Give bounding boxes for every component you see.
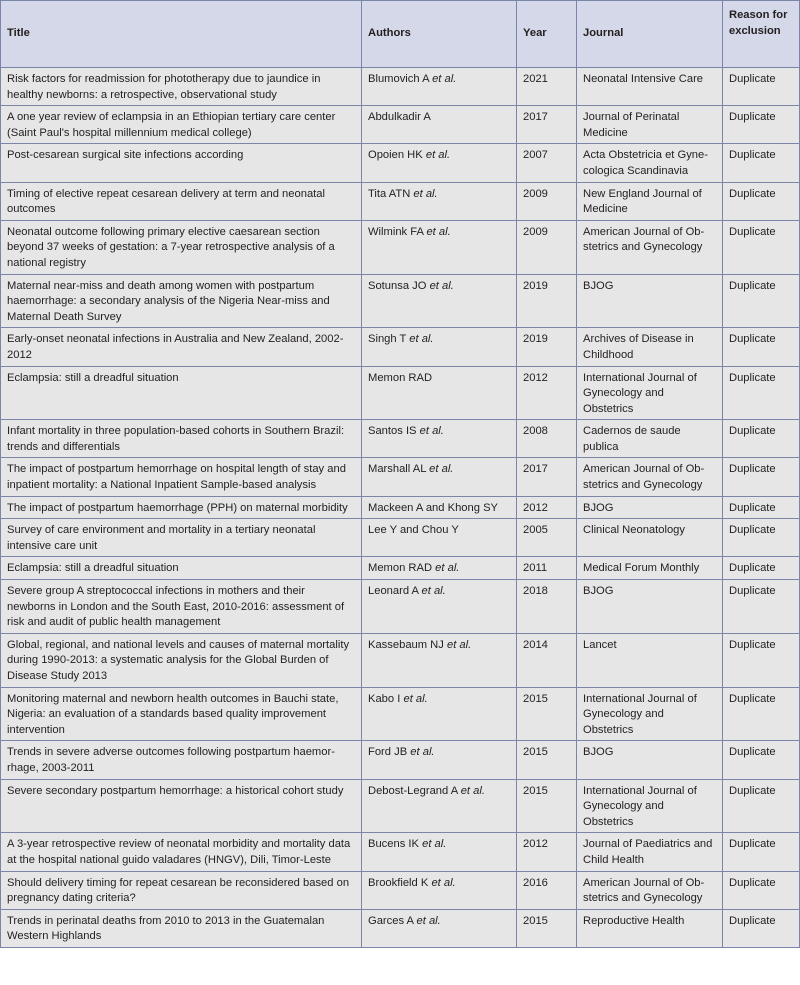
cell-title: The impact of postpartum hemorrhage on hospital length of stay and inpatient mortality: a National Inpatient Sample-based analysis bbox=[1, 458, 362, 496]
table-row bbox=[1, 519, 800, 557]
author-names: Mackeen A and Khong SY bbox=[368, 501, 498, 514]
table-row bbox=[1, 779, 800, 833]
header-year: Year bbox=[517, 1, 577, 68]
cell-journal: Journal of Paediatrics and Child Health bbox=[577, 833, 723, 871]
author-names: Wilmink FA bbox=[368, 225, 424, 238]
cell-authors bbox=[362, 557, 517, 580]
cell-title: Eclampsia: still a dreadful situation bbox=[1, 557, 362, 580]
cell-year: 2009 bbox=[517, 220, 577, 274]
cell-year: 2017 bbox=[517, 458, 577, 496]
author-names: Ford JB bbox=[368, 746, 408, 759]
cell-journal: Reproductive Health bbox=[577, 909, 723, 947]
cell-year: 2017 bbox=[517, 106, 577, 144]
et-al: et al. bbox=[416, 914, 441, 927]
cell-journal: BJOG bbox=[577, 496, 723, 519]
cell-year: 2015 bbox=[517, 741, 577, 779]
cell-title: Severe secondary postpartum hemorrhage: a historical cohort study bbox=[1, 779, 362, 833]
cell-year: 2015 bbox=[517, 909, 577, 947]
author-names: Memon RAD bbox=[368, 562, 433, 575]
table-row bbox=[1, 366, 800, 420]
table-row bbox=[1, 909, 800, 947]
cell-title: Monitoring maternal and newborn health outcomes in Bauchi state, Nigeria: an evaluation of a standards based quality improvement intervention bbox=[1, 687, 362, 741]
cell-journal: Clinical Neonatology bbox=[577, 519, 723, 557]
cell-reason: Duplicate bbox=[723, 519, 800, 557]
cell-year: 2008 bbox=[517, 420, 577, 458]
cell-year: 2011 bbox=[517, 557, 577, 580]
cell-journal: Cadernos de saude publica bbox=[577, 420, 723, 458]
cell-reason: Duplicate bbox=[723, 909, 800, 947]
cell-authors bbox=[362, 366, 517, 420]
et-al: et al. bbox=[413, 187, 438, 200]
et-al: et al. bbox=[429, 463, 454, 476]
cell-journal: Medical Forum Monthly bbox=[577, 557, 723, 580]
table-row bbox=[1, 557, 800, 580]
cell-title: Early-onset neonatal infections in Australia and New Zealand, 2002-2012 bbox=[1, 328, 362, 366]
author-names: Debost-Legrand A bbox=[368, 784, 458, 797]
cell-reason: Duplicate bbox=[723, 420, 800, 458]
cell-year: 2007 bbox=[517, 144, 577, 182]
header-row bbox=[1, 1, 800, 68]
cell-authors bbox=[362, 496, 517, 519]
cell-year: 2018 bbox=[517, 580, 577, 634]
cell-journal: Journal of Perinatal Medicine bbox=[577, 106, 723, 144]
cell-authors bbox=[362, 274, 517, 328]
cell-title: Maternal near-miss and death among women with postpartum haemorrhage: a secondary analysis of the Nigeria Near-miss and Maternal Death Survey bbox=[1, 274, 362, 328]
cell-authors bbox=[362, 144, 517, 182]
cell-year: 2016 bbox=[517, 871, 577, 909]
cell-reason: Duplicate bbox=[723, 687, 800, 741]
cell-year: 2019 bbox=[517, 274, 577, 328]
cell-journal: Archives of Disease in Childhood bbox=[577, 328, 723, 366]
cell-title: Severe group A streptococcal infections in mothers and their newborns in London and the South East, 2010-2016: assessment of risk and audit of public health management bbox=[1, 580, 362, 634]
et-al: et al. bbox=[446, 638, 472, 651]
author-names: Kassebaum NJ bbox=[368, 638, 444, 651]
cell-authors bbox=[362, 182, 517, 220]
cell-journal: BJOG bbox=[577, 274, 723, 328]
header-authors: Authors bbox=[362, 1, 517, 68]
cell-reason: Duplicate bbox=[723, 496, 800, 519]
cell-authors bbox=[362, 871, 517, 909]
cell-journal: BJOG bbox=[577, 580, 723, 634]
cell-authors bbox=[362, 68, 517, 106]
cell-reason: Duplicate bbox=[723, 633, 800, 687]
cell-title: Trends in severe adverse outcomes following postpartum haemorrhage, 2003-2011 bbox=[1, 741, 362, 779]
cell-authors bbox=[362, 519, 517, 557]
cell-title: Survey of care environment and mortality in a tertiary neonatal intensive care unit bbox=[1, 519, 362, 557]
table-row bbox=[1, 496, 800, 519]
cell-title: A 3-year retrospective review of neonatal morbidity and mortality data at the hospital national guido valadares (HNGV), Dili, Timor-Leste bbox=[1, 833, 362, 871]
et-al: et al. bbox=[409, 333, 434, 346]
table-row bbox=[1, 106, 800, 144]
cell-journal: International Journal of Gynecology and Obstetrics bbox=[577, 687, 723, 741]
cell-authors bbox=[362, 220, 517, 274]
table-row bbox=[1, 458, 800, 496]
cell-journal: American Journal of Obstetrics and Gynecology bbox=[577, 220, 723, 274]
cell-authors bbox=[362, 458, 517, 496]
table-row bbox=[1, 420, 800, 458]
cell-authors bbox=[362, 580, 517, 634]
cell-reason: Duplicate bbox=[723, 220, 800, 274]
cell-reason: Duplicate bbox=[723, 144, 800, 182]
author-names: Singh T bbox=[368, 333, 407, 346]
et-al: et al. bbox=[432, 73, 457, 85]
table-row bbox=[1, 328, 800, 366]
cell-reason: Duplicate bbox=[723, 274, 800, 328]
table-row bbox=[1, 274, 800, 328]
cell-journal: American Journal of Obstetrics and Gynecology bbox=[577, 871, 723, 909]
cell-year: 2014 bbox=[517, 633, 577, 687]
cell-reason: Duplicate bbox=[723, 580, 800, 634]
table-row bbox=[1, 182, 800, 220]
cell-authors bbox=[362, 687, 517, 741]
et-al: et al. bbox=[422, 838, 447, 851]
et-al: et al. bbox=[460, 784, 485, 797]
cell-title: Risk factors for readmission for phototherapy due to jaundice in healthy newborns: a retrospective, observational study bbox=[1, 68, 362, 106]
author-names: Brookfield K bbox=[368, 876, 429, 889]
author-names: Garces A bbox=[368, 914, 414, 927]
table-row bbox=[1, 741, 800, 779]
et-al: et al. bbox=[431, 876, 456, 889]
et-al: et al. bbox=[421, 585, 446, 598]
table-row bbox=[1, 833, 800, 871]
cell-authors bbox=[362, 328, 517, 366]
author-names: Bucens IK bbox=[368, 838, 419, 851]
et-al: et al. bbox=[410, 746, 435, 759]
cell-title: A one year review of eclampsia in an Ethiopian tertiary care center (Saint Paul's hospital millennium medical college) bbox=[1, 106, 362, 144]
cell-reason: Duplicate bbox=[723, 328, 800, 366]
table-row bbox=[1, 68, 800, 106]
header-journal: Journal bbox=[577, 1, 723, 68]
cell-year: 2005 bbox=[517, 519, 577, 557]
cell-title: Should delivery timing for repeat cesarean be reconsidered based on pregnancy dating criteria? bbox=[1, 871, 362, 909]
author-names: Kabo I bbox=[368, 692, 401, 705]
et-al: et al. bbox=[403, 692, 428, 705]
cell-year: 2012 bbox=[517, 366, 577, 420]
cell-year: 2019 bbox=[517, 328, 577, 366]
et-al: et al. bbox=[419, 425, 444, 438]
cell-title: Trends in perinatal deaths from 2010 to 2013 in the Guatemalan Western Highlands bbox=[1, 909, 362, 947]
author-names: Lee Y and Chou Y bbox=[368, 524, 459, 537]
author-names: Tita ATN bbox=[368, 187, 411, 200]
cell-title: The impact of postpartum haemorrhage (PPH) on maternal morbidity bbox=[1, 496, 362, 519]
cell-authors bbox=[362, 420, 517, 458]
header-title: Title bbox=[1, 1, 362, 68]
cell-authors bbox=[362, 741, 517, 779]
author-names: Blumovich A bbox=[368, 73, 429, 85]
et-al: et al. bbox=[425, 149, 451, 162]
cell-reason: Duplicate bbox=[723, 458, 800, 496]
cell-authors bbox=[362, 779, 517, 833]
cell-journal: Lancet bbox=[577, 633, 723, 687]
cell-reason: Duplicate bbox=[723, 106, 800, 144]
table-row bbox=[1, 687, 800, 741]
cell-title: Infant mortality in three population-based cohorts in Southern Brazil: trends and differentials bbox=[1, 420, 362, 458]
author-names: Santos IS bbox=[368, 425, 417, 438]
cell-title: Eclampsia: still a dreadful situation bbox=[1, 366, 362, 420]
cell-title: Global, regional, and national levels and causes of maternal mortality during 1990-2013: a systematic analysis for the Global Burden of Disease Study 2013 bbox=[1, 633, 362, 687]
table-row bbox=[1, 220, 800, 274]
cell-authors bbox=[362, 909, 517, 947]
table-row bbox=[1, 871, 800, 909]
cell-year: 2012 bbox=[517, 833, 577, 871]
cell-reason: Duplicate bbox=[723, 366, 800, 420]
cell-authors bbox=[362, 833, 517, 871]
header-reason: Reason for exclusion bbox=[723, 1, 800, 68]
cell-reason: Duplicate bbox=[723, 182, 800, 220]
author-names: Leonard A bbox=[368, 585, 419, 598]
cell-reason: Duplicate bbox=[723, 871, 800, 909]
cell-reason: Duplicate bbox=[723, 741, 800, 779]
cell-year: 2015 bbox=[517, 779, 577, 833]
table-row bbox=[1, 633, 800, 687]
table-row bbox=[1, 580, 800, 634]
cell-journal: New England Journal of Medicine bbox=[577, 182, 723, 220]
cell-reason: Duplicate bbox=[723, 68, 800, 106]
cell-title: Neonatal outcome following primary elective caesarean section beyond 37 weeks of gestation: a 7-year retrospective analysis of a national registry bbox=[1, 220, 362, 274]
cell-year: 2021 bbox=[517, 68, 577, 106]
cell-journal: Acta Obstetricia et Gynecologica Scandinavia bbox=[577, 144, 723, 182]
cell-reason: Duplicate bbox=[723, 779, 800, 833]
author-names: Memon RAD bbox=[368, 371, 433, 384]
cell-reason: Duplicate bbox=[723, 557, 800, 580]
cell-authors bbox=[362, 106, 517, 144]
cell-journal: International Journal of Gynecology and Obstetrics bbox=[577, 779, 723, 833]
et-al: et al. bbox=[429, 279, 454, 292]
cell-authors bbox=[362, 633, 517, 687]
author-names: Opoien HK bbox=[368, 149, 423, 162]
cell-journal: BJOG bbox=[577, 741, 723, 779]
cell-year: 2015 bbox=[517, 687, 577, 741]
cell-reason: Duplicate bbox=[723, 833, 800, 871]
author-names: Sotunsa JO bbox=[368, 279, 427, 292]
cell-title: Post-cesarean surgical site infections according bbox=[1, 144, 362, 182]
cell-journal: International Journal of Gynecology and Obstetrics bbox=[577, 366, 723, 420]
cell-title: Timing of elective repeat cesarean delivery at term and neonatal outcomes bbox=[1, 182, 362, 220]
et-al: et al. bbox=[426, 225, 451, 238]
cell-year: 2012 bbox=[517, 496, 577, 519]
author-names: Abdulkadir A bbox=[368, 111, 431, 124]
table-row bbox=[1, 144, 800, 182]
cell-year: 2009 bbox=[517, 182, 577, 220]
cell-journal: Neonatal Intensive Care bbox=[577, 68, 723, 106]
et-al: et al. bbox=[435, 562, 460, 575]
cell-journal: American Journal of Obstetrics and Gynecology bbox=[577, 458, 723, 496]
author-names: Marshall AL bbox=[368, 463, 427, 476]
